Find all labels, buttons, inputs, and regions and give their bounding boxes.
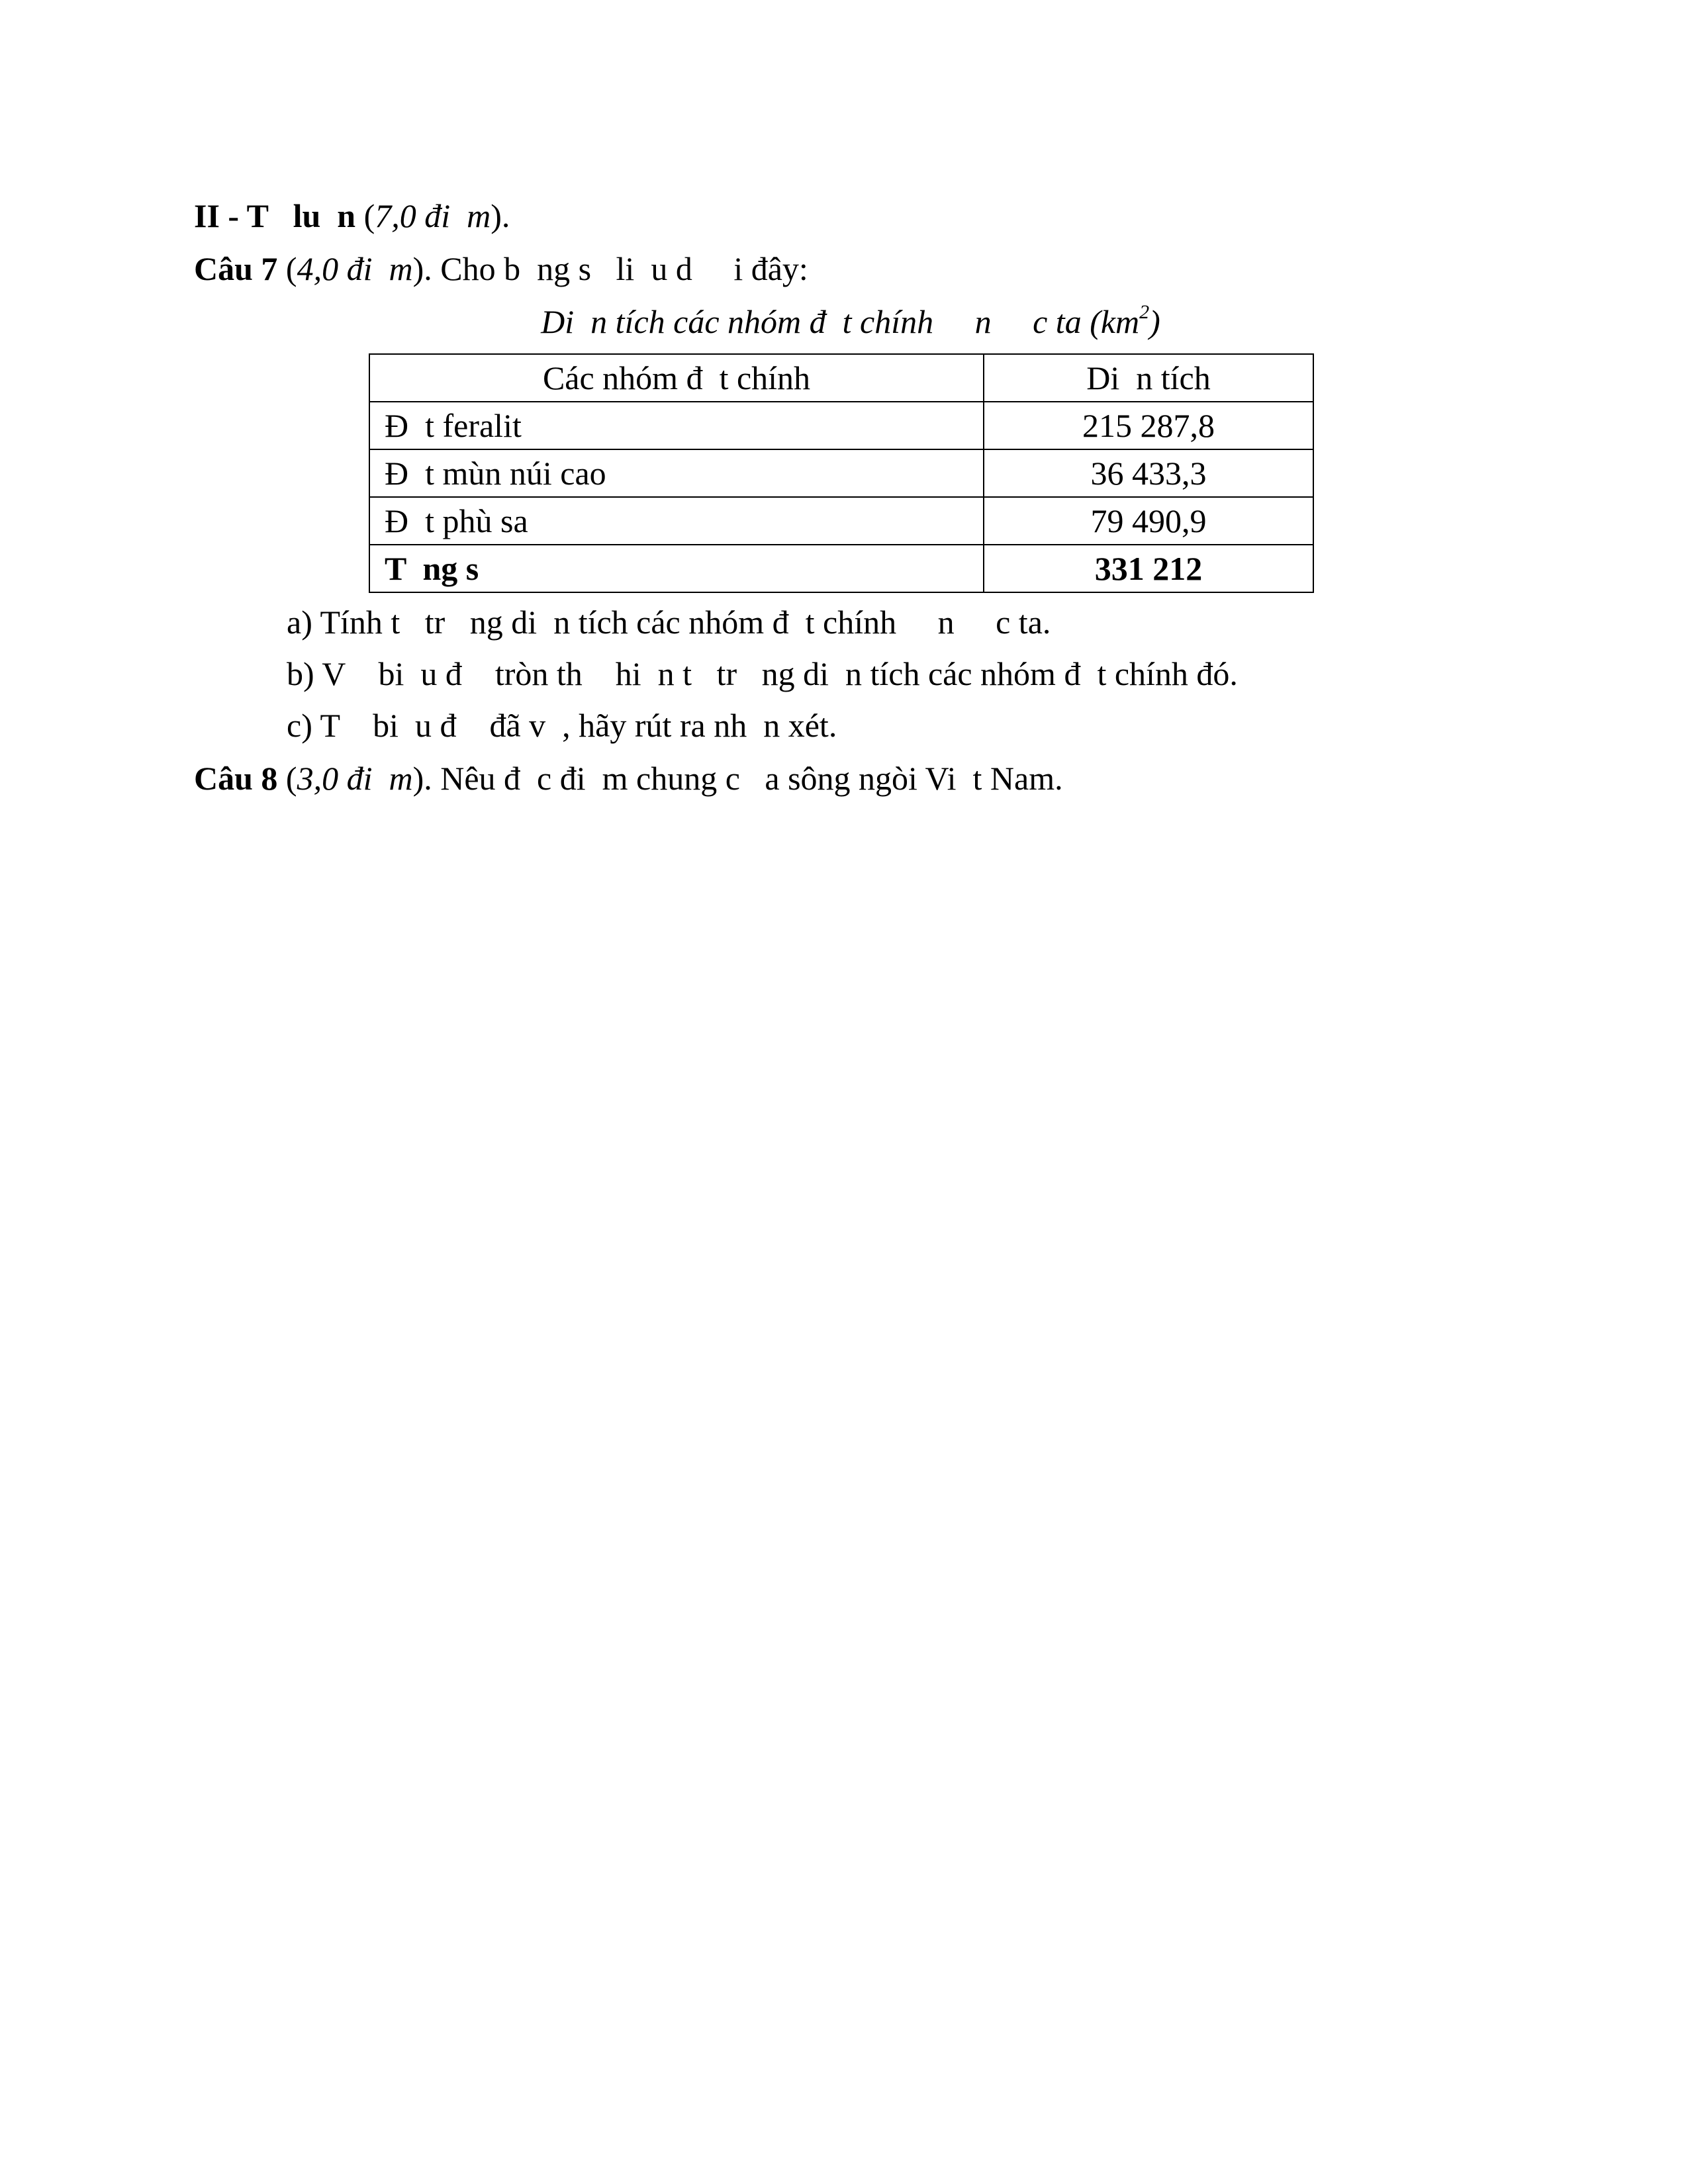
question-7-open: ( — [277, 250, 297, 287]
row-value: 36 433,3 — [984, 449, 1313, 497]
question-7-points: 4,0 đi m — [297, 250, 413, 287]
question-7-close: ). — [412, 250, 441, 287]
question-8-open: ( — [277, 760, 297, 797]
row-name: Đ t feralit — [369, 402, 984, 449]
table-total-row — [369, 545, 1313, 592]
subquestion-c: c) T bi u đ đã v , hãy rút ra nh n xét. — [287, 707, 837, 744]
question-7-label: Câu 7 — [194, 250, 278, 287]
table-caption-superscript: 2 — [1139, 301, 1150, 323]
table-row — [369, 449, 1313, 497]
question-7 — [194, 249, 808, 289]
subquestion-a: a) Tính t tr ng di n tích các nhóm đ t chính n c ta. — [287, 604, 1051, 641]
header-soil-group: Các nhóm đ t chính — [369, 354, 984, 402]
table-row — [369, 402, 1313, 449]
table-row — [369, 497, 1313, 545]
total-value: 331 212 — [984, 545, 1313, 592]
table-header-row — [369, 354, 1313, 402]
row-name: Đ t phù sa — [369, 497, 984, 545]
table-caption-end: ) — [1149, 303, 1160, 340]
table-caption-text: Di n tích các nhóm đ t chính n c ta (km — [541, 303, 1140, 340]
question-8-points: 3,0 đi m — [297, 760, 413, 797]
soil-area-table — [369, 353, 1314, 593]
question-7-text: Cho b ng s li u d i đây: — [440, 250, 808, 287]
table-caption — [0, 302, 1688, 341]
question-8 — [194, 758, 1063, 798]
section-points-close: ). — [491, 197, 510, 234]
row-name: Đ t mùn núi cao — [369, 449, 984, 497]
section-heading — [194, 196, 510, 236]
subquestion-b: b) V bi u đ tròn th hi n t tr ng di n tích các nhóm đ t chính đó. — [287, 655, 1238, 692]
header-area: Di n tích — [984, 354, 1313, 402]
question-8-label: Câu 8 — [194, 760, 278, 797]
row-value: 79 490,9 — [984, 497, 1313, 545]
question-8-text: Nêu đ c đi m chung c a sông ngòi Vi t Nam. — [440, 760, 1063, 797]
section-title: II - T lu n — [194, 197, 356, 234]
row-value: 215 287,8 — [984, 402, 1313, 449]
section-points-open: ( — [355, 197, 375, 234]
section-points: 7,0 đi m — [375, 197, 491, 234]
total-name: T ng s — [369, 545, 984, 592]
question-8-close: ). — [412, 760, 441, 797]
